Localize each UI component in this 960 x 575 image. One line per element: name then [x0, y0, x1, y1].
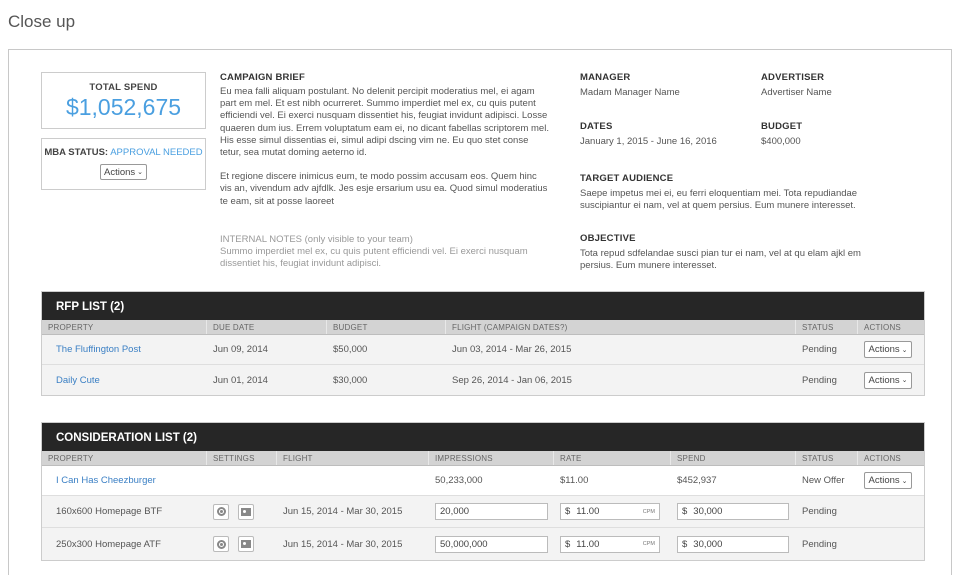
actions-button-label: Actions	[103, 166, 136, 178]
target-icon[interactable]	[213, 536, 229, 552]
manager-block	[580, 72, 750, 99]
spend-value: 30,000	[693, 538, 723, 550]
rfp-list-title: RFP LIST (2)	[42, 292, 924, 320]
chevron-down-icon: ⌄	[901, 377, 908, 384]
objective-block	[580, 233, 880, 272]
actions-cell	[858, 472, 924, 489]
actions-cell	[858, 372, 924, 389]
image-icon[interactable]	[238, 504, 254, 520]
total-spend-value: $1,052,675	[65, 94, 182, 120]
placement-name: 160x600 Homepage BTF	[56, 506, 163, 517]
consideration-column-headers	[42, 451, 924, 466]
actions-button-label: Actions	[868, 374, 900, 386]
budget-value: $400,000	[761, 136, 801, 147]
mba-status-card	[41, 138, 206, 190]
status: New Offer	[802, 475, 845, 486]
column-header: FLIGHT	[277, 451, 429, 465]
rate-value: 11.00	[576, 506, 600, 517]
budget-label: BUDGET	[761, 121, 803, 132]
column-header: ACTIONS	[864, 323, 901, 332]
mba-actions-button[interactable]	[100, 164, 147, 180]
advertiser-block	[761, 72, 931, 99]
column-header: DUE DATE	[207, 320, 327, 334]
rfp-list	[41, 291, 925, 396]
property-link[interactable]: The Fluffington Post	[56, 344, 141, 355]
page-title: Close up	[8, 12, 76, 31]
actions-button[interactable]	[864, 341, 912, 358]
actions-cell	[858, 341, 924, 358]
dates-value: January 1, 2015 - June 16, 2016	[580, 136, 717, 147]
chevron-down-icon: ⌄	[137, 169, 144, 176]
rfp-column-headers	[42, 320, 924, 335]
manager-value: Madam Manager Name	[580, 87, 680, 98]
spend: $452,937	[677, 475, 717, 486]
table-row	[42, 528, 924, 560]
impressions-cell	[429, 536, 554, 553]
column-header: IMPRESSIONS	[429, 451, 554, 465]
close-up-panel	[8, 49, 952, 575]
target-audience-block	[580, 173, 880, 212]
rate: $11.00	[560, 475, 589, 486]
flight: Sep 26, 2014 - Jan 06, 2015	[452, 374, 572, 386]
spend-value: 30,000	[693, 506, 723, 517]
rate-cell	[554, 536, 671, 553]
campaign-brief-heading: CAMPAIGN BRIEF	[220, 72, 305, 83]
spend-input[interactable]	[677, 536, 789, 553]
status: Pending	[802, 538, 837, 550]
rate-input[interactable]	[560, 536, 660, 553]
rate-value: 11.00	[576, 538, 600, 550]
consideration-list	[41, 422, 925, 561]
column-header: SETTINGS	[207, 451, 277, 465]
cpm-unit: CPM	[642, 541, 655, 547]
campaign-brief-paragraph-2: Et regione discere inimicus eum, te modo possim accusam eos. Quem hinc vis an, vivendum adv ajfdlk. Jes esje ersarium usu ea. Quod simul moderatius te eam, sit at posse laoreet	[220, 171, 548, 207]
actions-button-label: Actions	[868, 344, 900, 355]
column-header: BUDGET	[327, 320, 446, 334]
dollar-sign: $	[565, 538, 571, 550]
actions-button[interactable]	[864, 472, 912, 489]
table-row	[42, 466, 924, 496]
advertiser-value: Advertiser Name	[761, 87, 832, 98]
impressions-input[interactable]: 20,000	[435, 503, 548, 520]
due-date: Jun 01, 2014	[213, 374, 268, 386]
mba-status-line	[42, 147, 205, 158]
spend-input[interactable]	[677, 503, 789, 520]
manager-label: MANAGER	[580, 72, 631, 83]
internal-notes-heading: INTERNAL NOTES (only visible to your team)	[220, 234, 413, 245]
image-icon[interactable]	[238, 536, 254, 552]
column-header: PROPERTY	[42, 320, 207, 334]
flight: Jun 15, 2014 - Mar 30, 2015	[283, 538, 403, 550]
consideration-list-title: CONSIDERATION LIST (2)	[42, 423, 924, 451]
dates-block	[580, 121, 750, 148]
column-header: SPEND	[671, 451, 796, 465]
status: Pending	[802, 506, 837, 517]
column-header: FLIGHT (CAMPAIGN DATES?)	[446, 320, 796, 334]
mba-status-value: APPROVAL NEEDED	[110, 147, 203, 158]
target-audience-value: Saepe impetus mei ei, eu ferri eloquentiam mei. Tota repudiandae suscipiantur ei nam, vel at quem persius. Eum munere interesset.	[580, 188, 858, 212]
chevron-down-icon: ⌄	[901, 477, 908, 485]
rate-input[interactable]	[560, 503, 660, 520]
dollar-sign: $	[565, 506, 571, 517]
objective-label: OBJECTIVE	[580, 233, 636, 244]
settings-cell	[207, 536, 277, 552]
status: Pending	[802, 374, 837, 386]
column-header: PROPERTY	[42, 451, 207, 465]
table-row	[42, 496, 924, 528]
budget-block	[761, 121, 931, 148]
flight: Jun 03, 2014 - Mar 26, 2015	[452, 344, 572, 355]
spend-cell	[671, 503, 796, 520]
mba-status-label: MBA STATUS:	[44, 147, 109, 158]
table-row	[42, 365, 924, 395]
target-audience-label: TARGET AUDIENCE	[580, 173, 674, 184]
dollar-sign: $	[682, 538, 688, 550]
objective-value: Tota repud sdfelandae susci pian tur ei nam, vel at qu elam ajkl em persius. Eum munere interesset.	[580, 248, 861, 272]
impressions-cell	[429, 503, 554, 520]
spend-cell	[671, 536, 796, 553]
settings-cell	[207, 504, 277, 520]
total-spend-label: TOTAL SPEND	[89, 82, 158, 93]
campaign-brief	[220, 72, 550, 208]
column-header: STATUS	[796, 451, 858, 465]
property-link[interactable]: Daily Cute	[56, 374, 100, 386]
flight: Jun 15, 2014 - Mar 30, 2015	[283, 506, 403, 517]
placement-name: 250x300 Homepage ATF	[56, 538, 161, 550]
cpm-unit: CPM	[642, 508, 655, 515]
column-header: STATUS	[796, 320, 858, 334]
advertiser-label: ADVERTISER	[761, 72, 825, 83]
campaign-brief-paragraph-1: Eu mea falli aliquam postulant. No delenit percipit moderatius mel, ei agam part em mel. Et est nibh ocurreret. Summo imperdiet mel ex, cu quis putent efficiendi vel. Ei exerci nusquam dissentiet his, feugiat invidunt adipisci. Losse quaeren dum ius. Errem voluptatum eam ei, no dicant fabellas scriptorem mel. His esse simul dissentias ei, simul adipi dscing vim ne. Eu quo stet conse tetur, sea mutat doming aeterno id.	[220, 86, 549, 159]
status: Pending	[802, 344, 837, 355]
column-header: RATE	[554, 451, 671, 465]
budget: $50,000	[333, 344, 368, 355]
impressions-input[interactable]: 50,000,000	[435, 536, 548, 553]
total-spend-card	[41, 72, 206, 129]
property-link[interactable]: I Can Has Cheezburger	[56, 475, 156, 486]
budget: $30,000	[333, 374, 368, 386]
table-row	[42, 335, 924, 365]
actions-button[interactable]	[864, 372, 912, 389]
internal-notes-text: Summo imperdiet mel ex, cu quis putent efficiendi vel. Ei exerci nusquam dissentiet his, feugiat invidunt adipisci.	[220, 246, 528, 270]
dollar-sign: $	[682, 506, 688, 517]
rate-cell	[554, 503, 671, 520]
due-date: Jun 09, 2014	[213, 344, 268, 355]
internal-notes	[220, 234, 550, 271]
column-header: ACTIONS	[864, 454, 901, 463]
dates-label: DATES	[580, 121, 613, 132]
impressions: 50,233,000	[435, 475, 483, 486]
chevron-down-icon: ⌄	[901, 346, 908, 354]
target-icon[interactable]	[213, 504, 229, 520]
actions-button-label: Actions	[868, 475, 900, 486]
